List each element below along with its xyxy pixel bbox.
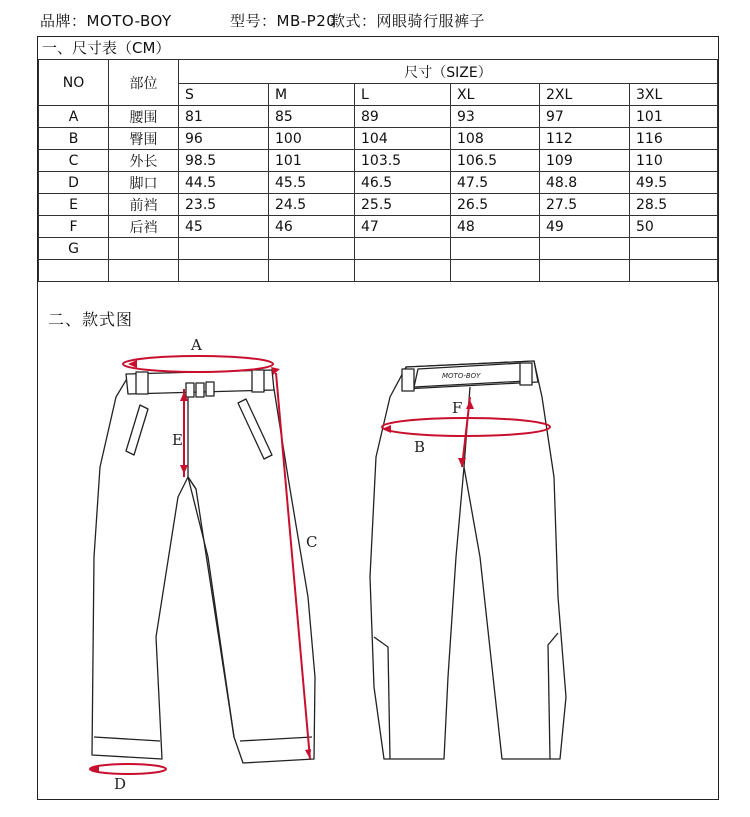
size-col-3xl: 3XL <box>630 84 718 106</box>
table-cell: 106.5 <box>451 150 540 172</box>
row-part: 臀围 <box>109 128 179 150</box>
back-belt-loop <box>402 369 414 391</box>
table-cell: 101 <box>269 150 355 172</box>
row-part: 后裆 <box>109 216 179 238</box>
header-no: NO <box>39 60 109 106</box>
table-cell: 49 <box>540 216 630 238</box>
row-no: A <box>39 106 109 128</box>
row-no: C <box>39 150 109 172</box>
front-belt-loop <box>136 372 148 394</box>
table-cell: 110 <box>630 150 718 172</box>
size-col-l: L <box>355 84 451 106</box>
size-col-2xl: 2XL <box>540 84 630 106</box>
table-cell: 96 <box>179 128 269 150</box>
row-part: 外长 <box>109 150 179 172</box>
back-logo: MOTO-BOY <box>442 372 481 380</box>
table-cell: 97 <box>540 106 630 128</box>
table-cell: 50 <box>630 216 718 238</box>
table-cell: 46.5 <box>355 172 451 194</box>
table-cell: 116 <box>630 128 718 150</box>
header <box>40 10 485 31</box>
spec-sheet-frame <box>37 36 719 800</box>
table-cell: 45.5 <box>269 172 355 194</box>
table-cell: 27.5 <box>540 194 630 216</box>
label-a: A <box>191 336 202 354</box>
table-cell: 49.5 <box>630 172 718 194</box>
table-cell: 44.5 <box>179 172 269 194</box>
brand-label: 品牌：MOTO-BOY <box>40 12 172 30</box>
style-drawing-title: 二、款式图 <box>48 310 134 329</box>
front-buckle <box>186 382 214 397</box>
row-no: F <box>39 216 109 238</box>
table-cell: 93 <box>451 106 540 128</box>
row-part: 脚口 <box>109 172 179 194</box>
hem-measure <box>90 764 166 774</box>
table-cell: 100 <box>269 128 355 150</box>
table-cell: 48 <box>451 216 540 238</box>
table-cell: 25.5 <box>355 194 451 216</box>
label-d: D <box>114 775 127 793</box>
header-part: 部位 <box>109 60 179 106</box>
label-e: E <box>172 431 183 449</box>
table-cell: 85 <box>269 106 355 128</box>
pants-drawing <box>38 37 720 801</box>
front-belt-loop <box>252 370 264 392</box>
waist-measure <box>123 356 273 372</box>
row-part: 腰围 <box>109 106 179 128</box>
label-b: B <box>414 438 426 456</box>
table-cell: 28.5 <box>630 194 718 216</box>
table-cell: 47 <box>355 216 451 238</box>
table-cell: 47.5 <box>451 172 540 194</box>
style-label: 款式：网眼骑行服裤子 <box>330 12 486 30</box>
table-cell: 103.5 <box>355 150 451 172</box>
table-cell: 108 <box>451 128 540 150</box>
row-no: D <box>39 172 109 194</box>
size-col-s: S <box>179 84 269 106</box>
table-cell: 109 <box>540 150 630 172</box>
back-belt-loop <box>520 363 532 385</box>
row-part: 前裆 <box>109 194 179 216</box>
label-c: C <box>306 533 318 551</box>
table-cell: 24.5 <box>269 194 355 216</box>
table-cell: 104 <box>355 128 451 150</box>
table-cell: 89 <box>355 106 451 128</box>
table-cell: 112 <box>540 128 630 150</box>
table-cell: 101 <box>630 106 718 128</box>
table-cell: 26.5 <box>451 194 540 216</box>
row-no: B <box>39 128 109 150</box>
table-cell: 46 <box>269 216 355 238</box>
row-no: E <box>39 194 109 216</box>
header-size: 尺寸（SIZE） <box>179 60 718 84</box>
table-cell: 23.5 <box>179 194 269 216</box>
size-col-m: M <box>269 84 355 106</box>
model-label: 型号：MB-P20 <box>230 12 337 30</box>
table-cell: 98.5 <box>179 150 269 172</box>
label-f: F <box>452 399 463 417</box>
table-cell: 81 <box>179 106 269 128</box>
size-col-xl: XL <box>451 84 540 106</box>
table-cell: 45 <box>179 216 269 238</box>
table-cell: 48.8 <box>540 172 630 194</box>
size-table-title: 一、尺寸表（CM） <box>42 39 171 57</box>
row-no: G <box>39 238 109 260</box>
